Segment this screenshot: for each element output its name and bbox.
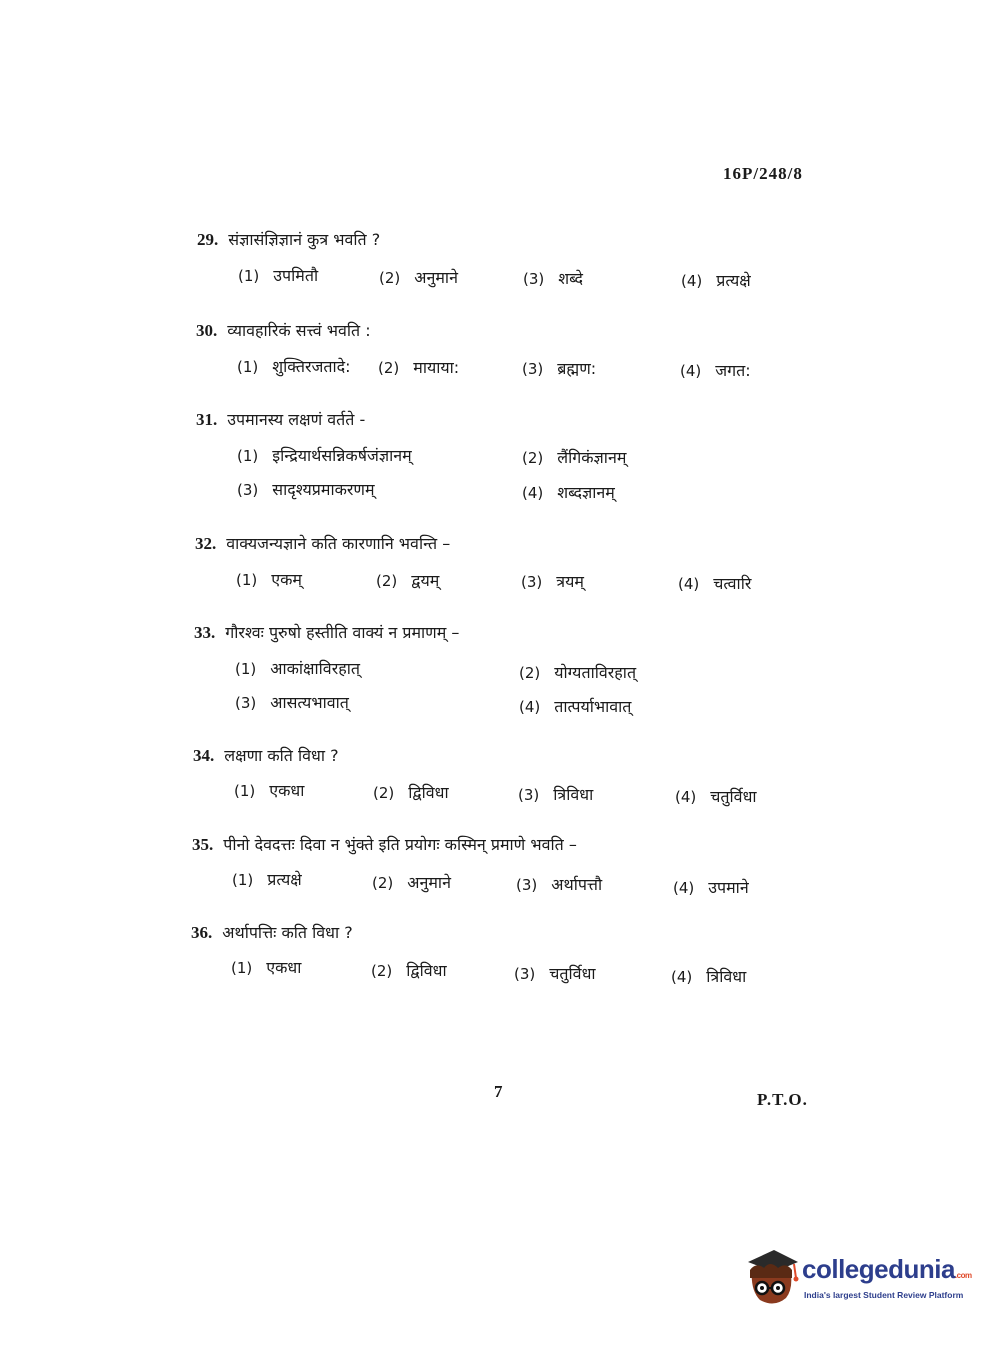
option: (4) शब्दज्ञानम्	[522, 483, 615, 502]
question-text: उपमानस्य लक्षणं वर्तते -	[227, 410, 366, 429]
paper-code: 16P/248/8	[723, 164, 803, 183]
option: (2) द्विविधा	[371, 961, 447, 980]
option: (1) आकांक्षाविरहात्	[235, 659, 360, 678]
question-29	[197, 228, 380, 250]
collegedunia-logo[interactable]	[742, 1248, 972, 1312]
logo-tagline: India's largest Student Review Platform	[804, 1290, 964, 1300]
option: (3) सादृश्यप्रमाकरणम्	[237, 480, 375, 499]
pto-label: P.T.O.	[757, 1090, 808, 1109]
question-36	[191, 921, 353, 943]
option: (4) तात्पर्याभावात्	[519, 697, 632, 716]
option: (3) चतुर्विधा	[514, 964, 596, 983]
option: (4) चत्वारि	[678, 574, 752, 593]
question-text: वाक्यजन्यज्ञाने कति कारणानि भवन्ति –	[226, 534, 451, 553]
question-number: 29.	[197, 230, 219, 249]
option: (1) एकम्	[236, 570, 302, 589]
question-33	[194, 621, 459, 643]
option: (2) द्विविधा	[373, 783, 449, 802]
option: (4) उपमाने	[673, 878, 749, 897]
question-31	[196, 408, 365, 430]
question-number: 31.	[196, 410, 218, 429]
question-text: पीनो देवदत्तः दिवा न भुंक्ते इति प्रयोगः कस्मिन् प्रमाणे भवति –	[223, 835, 577, 854]
option: (1) एकधा	[234, 781, 305, 800]
option: (2) योग्यताविरहात्	[519, 663, 637, 682]
question-30	[196, 319, 371, 341]
option: (2) अनुमाने	[372, 873, 451, 892]
option: (4) प्रत्यक्षे	[681, 271, 751, 290]
page-number: 7	[494, 1082, 503, 1101]
option: (1) एकधा	[231, 958, 302, 977]
option: (3) ब्रह्मण:	[522, 359, 597, 378]
question-number: 33.	[194, 623, 216, 642]
option: (3) आसत्यभावात्	[235, 693, 349, 712]
question-text: लक्षणा कति विधा ?	[224, 746, 339, 765]
option: (2) द्वयम्	[376, 571, 440, 590]
option: (3) त्रिविधा	[518, 785, 594, 804]
option: (1) प्रत्यक्षे	[232, 870, 302, 889]
option: (1) उपमितौ	[238, 266, 319, 285]
logo-wordmark: collegedunia.com	[802, 1254, 972, 1284]
option: (3) त्रयम्	[521, 572, 584, 591]
question-number: 32.	[195, 534, 217, 553]
question-number: 36.	[191, 923, 213, 942]
question-text: व्यावहारिकं सत्त्वं भवति :	[227, 321, 371, 340]
option: (2) अनुमाने	[379, 268, 458, 287]
option: (4) चतुर्विधा	[675, 787, 757, 806]
question-number: 34.	[193, 746, 215, 765]
option: (1) शुक्तिरजतादे:	[237, 357, 351, 376]
option: (2) मायाया:	[378, 358, 460, 377]
option: (1) इन्द्रियार्थसन्निकर्षजंज्ञानम्	[237, 446, 412, 465]
question-34	[193, 744, 339, 766]
option: (4) त्रिविधा	[671, 967, 747, 986]
question-35	[192, 833, 577, 855]
question-text: अर्थापत्तिः कति विधा ?	[222, 923, 353, 942]
mascot-icon	[742, 1248, 802, 1312]
question-text: संज्ञासंज्ञिज्ञानं कुत्र भवति ?	[228, 230, 381, 249]
option: (2) लैंगिकंज्ञानम्	[522, 448, 627, 467]
question-number: 35.	[192, 835, 214, 854]
option: (4) जगत:	[680, 361, 751, 380]
option: (3) अर्थापत्तौ	[516, 875, 603, 894]
question-text: गौरश्वः पुरुषो हस्तीति वाक्यं न प्रमाणम् –	[225, 623, 460, 642]
question-32	[195, 532, 450, 554]
option: (3) शब्दे	[523, 269, 583, 288]
question-number: 30.	[196, 321, 218, 340]
